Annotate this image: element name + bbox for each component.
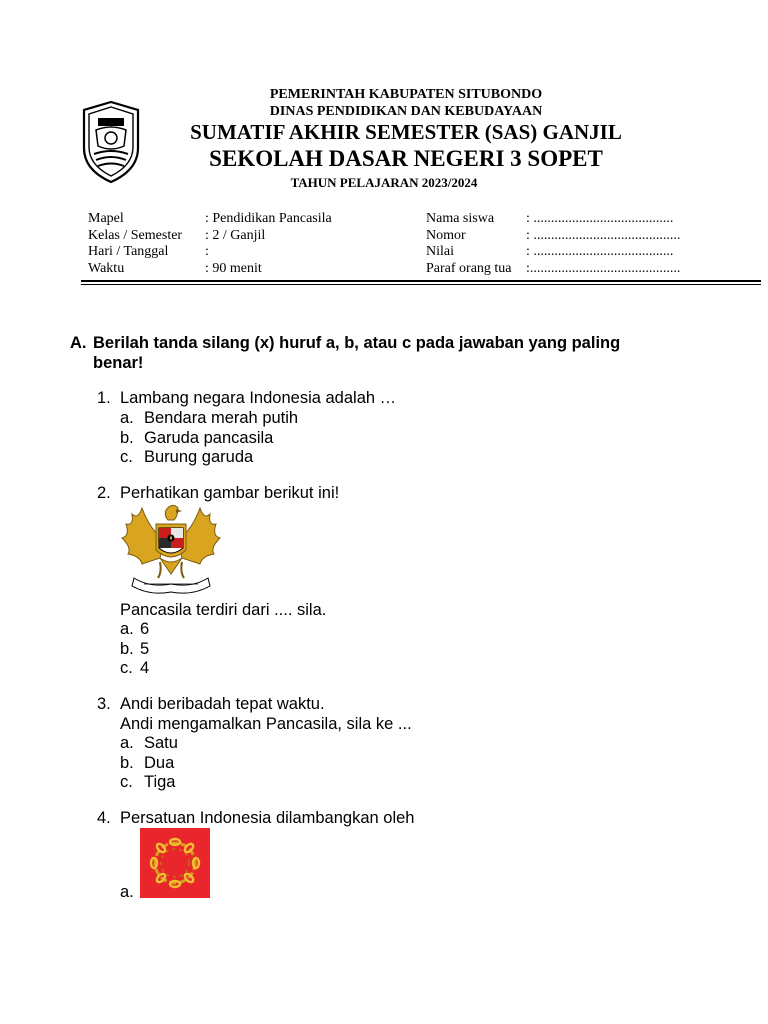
label-nomor: Nomor — [426, 227, 466, 243]
question-number: 4. — [97, 809, 111, 827]
value-mapel: : Pendidikan Pancasila — [205, 211, 332, 226]
value-kelas-semester: : 2 / Ganjil — [205, 227, 266, 243]
question-followup: Pancasila terdiri dari .... sila. — [120, 601, 327, 619]
header-divider-thin — [81, 284, 761, 285]
academic-year: TAHUN PELAJARAN 2023/2024 — [290, 175, 478, 190]
section-instruction-line1: Berilah tanda silang (x) huruf a, b, atau c pada jawaban yang paling — [93, 334, 621, 352]
option-text[interactable]: Dua — [144, 754, 175, 772]
field-nama-siswa[interactable]: : ........................................ — [526, 211, 674, 226]
option-text[interactable]: Bendara merah putih — [144, 409, 299, 427]
department-name: DINAS PENDIDIKAN DAN KEBUDAYAAN — [269, 104, 543, 119]
header-divider-thick — [81, 280, 761, 282]
info-right-labels — [426, 211, 512, 277]
option-text[interactable]: 6 — [140, 620, 150, 638]
field-paraf[interactable]: :........................................... — [526, 260, 681, 276]
option-letter[interactable]: a. — [120, 409, 134, 427]
option-text[interactable]: Burung garuda — [144, 448, 254, 466]
value-hari-tanggal: : — [205, 244, 209, 259]
label-kelas-semester: Kelas / Semester — [88, 227, 183, 243]
section-letter: A. — [70, 334, 87, 352]
option-text[interactable]: Tiga — [144, 773, 176, 791]
option-letter[interactable]: a. — [120, 620, 134, 638]
label-waktu: Waktu — [88, 260, 125, 276]
label-nama-siswa: Nama siswa — [426, 211, 495, 226]
chain-symbol-image[interactable] — [140, 828, 210, 898]
label-mapel: Mapel — [88, 211, 124, 226]
field-nilai[interactable]: : ........................................ — [526, 244, 674, 259]
label-paraf: Paraf orang tua — [426, 260, 512, 276]
option-letter[interactable]: a. — [120, 883, 134, 901]
option-text[interactable]: Garuda pancasila — [144, 429, 274, 447]
option-letter[interactable]: b. — [120, 640, 134, 658]
section-instruction-line2: benar! — [93, 354, 144, 372]
option-letter[interactable]: b. — [120, 429, 134, 447]
option-text[interactable]: 5 — [140, 640, 150, 658]
option-letter[interactable]: b. — [120, 754, 134, 772]
option-text[interactable]: Satu — [144, 734, 178, 752]
chain-icon — [140, 828, 210, 898]
exam-title: SUMATIF AKHIR SEMESTER (SAS) GANJIL — [190, 120, 622, 144]
question-text: Andi beribadah tepat waktu. — [120, 695, 325, 713]
question-text: Perhatikan gambar berikut ini! — [120, 484, 340, 502]
school-name: SEKOLAH DASAR NEGERI 3 SOPET — [209, 146, 603, 171]
info-left-values — [205, 211, 332, 277]
question-number: 1. — [97, 389, 111, 407]
garuda-pancasila-image — [120, 500, 222, 600]
question-text: Persatuan Indonesia dilambangkan oleh — [120, 809, 415, 827]
option-letter[interactable]: a. — [120, 734, 134, 752]
info-left-labels — [88, 211, 182, 277]
question-number: 2. — [97, 484, 111, 502]
label-nilai: Nilai — [426, 244, 454, 259]
label-hari-tanggal: Hari / Tanggal — [88, 244, 169, 259]
info-right-values — [526, 211, 680, 277]
question-number: 3. — [97, 695, 111, 713]
government-name: PEMERINTAH KABUPATEN SITUBONDO — [269, 87, 543, 102]
value-waktu: : 90 menit — [205, 260, 262, 276]
option-letter[interactable]: c. — [120, 773, 133, 791]
option-letter[interactable]: c. — [120, 448, 133, 466]
question-text-line2: Andi mengamalkan Pancasila, sila ke ... — [120, 715, 412, 733]
question-text: Lambang negara Indonesia adalah … — [120, 389, 397, 407]
field-nomor[interactable]: : .......................................... — [526, 227, 681, 243]
option-letter[interactable]: c. — [120, 659, 133, 677]
option-text[interactable]: 4 — [140, 659, 150, 677]
